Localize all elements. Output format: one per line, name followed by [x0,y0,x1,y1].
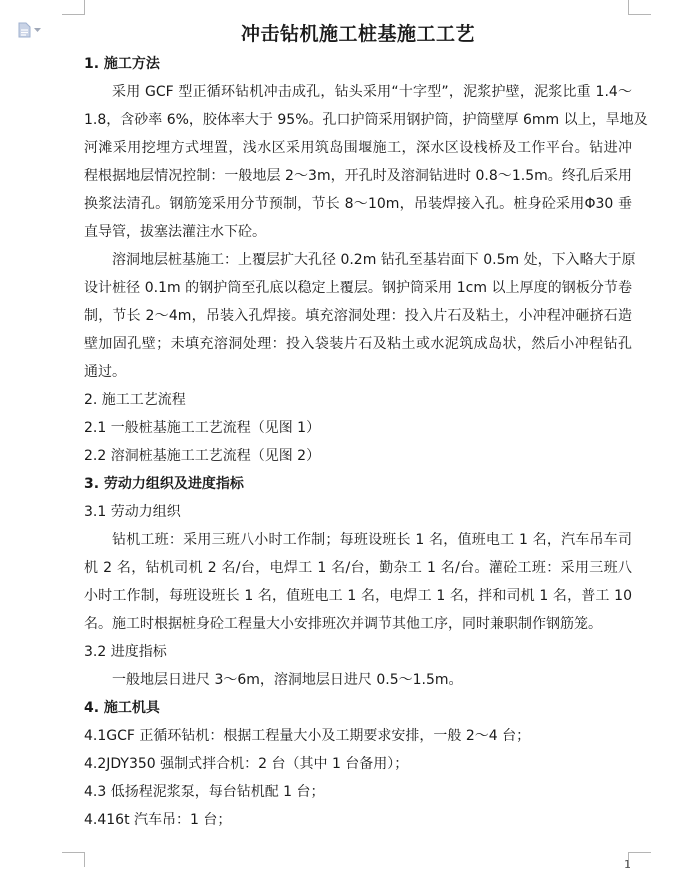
crop-mark-top-right [628,0,651,15]
list-item: 4.3 低扬程泥浆泵，每台钻机配 1 台； [84,784,325,800]
crop-mark-top-left [62,0,85,15]
page-number: 1 [624,858,631,871]
crop-mark-bottom-left [62,852,85,867]
list-item: 4.416t 汽车吊：1 台； [84,812,232,828]
subsection-heading: 3.2 进度指标 [84,644,167,660]
section-2-heading: 2. 施工工艺流程 [84,392,186,408]
section-4-heading: 4. 施工机具 [84,700,160,716]
section-1-heading: 1. 施工方法 [84,56,160,72]
document-menu-button[interactable] [18,22,44,38]
subsection-heading: 3.1 劳动力组织 [84,504,181,520]
paragraph-line: 名。施工时根据桩身砼工程量大小安排班次并调节其他工序，同时兼职制作钢筋笼。 [84,616,602,632]
paragraph-line: 河滩采用挖埋方式埋置，浅水区采用筑岛围堰施工，深水区设栈桥及工作平台。钻进冲 [84,140,632,156]
list-item: 2.1 一般桩基施工工艺流程（见图 1） [84,420,321,436]
paragraph-line: 通过。 [84,364,126,380]
paragraph-line: 换浆法清孔。钢筋笼采用分节预制，节长 8～10m，吊装焊接入孔。桩身砼采用Φ30 垂 [84,196,632,212]
paragraph-line: 程根据地层情况控制：一般地层 2～3m，开孔时及溶洞钻进时 0.8～1.5m。终孔后采用 [84,168,632,184]
chevron-down-icon [34,28,41,33]
paragraph-line: 采用 GCF 型正循环钻机冲击成孔，钻头采用“十字型”，泥浆护壁，泥浆比重 1.4～ [112,84,632,100]
paragraph-line: 钻机工班：采用三班八小时工作制；每班设班长 1 名，值班电工 1 名，汽车吊车司 [112,532,632,548]
paragraph-line: 壁加固孔壁；未填充溶洞处理：投入袋装片石及粘土或水泥筑成岛状，然后小冲程钻孔 [84,336,632,352]
crop-mark-bottom-right [628,852,651,867]
paragraph-line: 一般地层日进尺 3～6m，溶洞地层日进尺 0.5～1.5m。 [112,672,463,688]
paragraph-line: 直导管，拔塞法灌注水下砼。 [84,224,266,240]
list-item: 2.2 溶洞桩基施工工艺流程（见图 2） [84,448,321,464]
list-item: 4.2JDY350 强制式拌合机：2 台（其中 1 台备用）； [84,756,409,772]
paragraph-line: 制，节长 2～4m，吊装入孔焊接。填充溶洞处理：投入片石及粘土，小冲程冲砸挤石造 [84,308,632,324]
document-title: 冲击钻机施工桩基施工工艺 [240,23,475,45]
paragraph-line: 机 2 名，钻机司机 2 名/台，电焊工 1 名/台，勤杂工 1 名/台。灌砼工班：采用三班八 [84,560,632,576]
paragraph-line: 小时工作制，每班设班长 1 名，值班电工 1 名，电焊工 1 名，拌和司机 1 名，普工 10 [84,588,632,604]
paragraph-line: 1.8，含砂率 6%，胶体率大于 95%。孔口护筒采用钢护筒，护筒壁厚 6mm 以上，旱地及 [84,112,648,128]
section-3-heading: 3. 劳动力组织及进度指标 [84,476,244,492]
paragraph-line: 设计桩径 0.1m 的钢护筒至孔底以稳定上覆层。钢护筒采用 1cm 以上厚度的钢板分节卷 [84,280,632,296]
document-icon [18,22,31,38]
paragraph-line: 溶洞地层桩基施工：上覆层扩大孔径 0.2m 钻孔至基岩面下 0.5m 处，下入略大于原 [112,252,636,268]
list-item: 4.1GCF 正循环钻机：根据工程量大小及工期要求安排，一般 2～4 台； [84,728,531,744]
